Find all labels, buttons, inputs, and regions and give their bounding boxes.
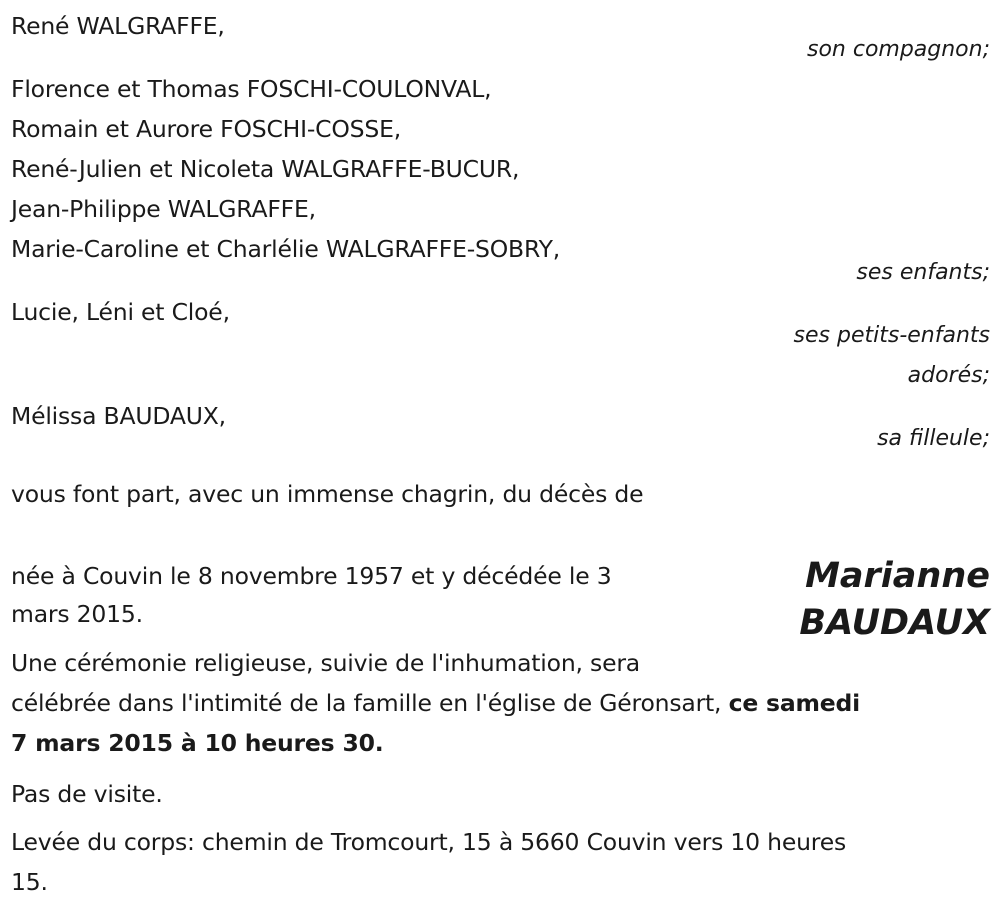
deceased-first-name: Marianne	[805, 556, 990, 596]
deceased-last-name: BAUDAUX	[799, 603, 990, 643]
grandchildren-role-cont: adorés;	[907, 363, 990, 388]
child-line: René-Julien et Nicoleta WALGRAFFE-BUCUR,	[11, 155, 520, 183]
child-line: Jean-Philippe WALGRAFFE,	[11, 195, 316, 223]
companion-role: son compagnon;	[806, 37, 990, 62]
announcement: vous font part, avec un immense chagrin, du décès de	[11, 480, 644, 508]
goddaughter-name: Mélissa BAUDAUX,	[11, 402, 226, 430]
companion-name: René WALGRAFFE,	[11, 12, 225, 40]
visit-note: Pas de visite.	[11, 780, 163, 808]
child-line: Romain et Aurore FOSCHI-COSSE,	[11, 115, 402, 143]
ceremony-day: ce samedi	[728, 689, 860, 717]
levee-line-cont: 15.	[11, 868, 48, 896]
children-role: ses enfants;	[856, 260, 990, 285]
ceremony-place: célébrée dans l'intimité de la famille en l'église de Géronsart,	[11, 689, 729, 717]
birth-line: née à Couvin le 8 novembre 1957 et y décédée le 3	[11, 562, 612, 590]
birth-line-cont: mars 2015.	[11, 600, 143, 628]
child-line: Marie-Caroline et Charlélie WALGRAFFE-SOBRY,	[11, 235, 561, 263]
ceremony-line-2	[11, 683, 860, 723]
child-line: Florence et Thomas FOSCHI-COULONVAL,	[11, 75, 492, 103]
grandchildren-role: ses petits-enfants	[793, 323, 990, 348]
ceremony-datetime: 7 mars 2015 à 10 heures 30.	[11, 729, 384, 757]
goddaughter-role: sa filleule;	[877, 426, 990, 451]
levee-line: Levée du corps: chemin de Tromcourt, 15 à 5660 Couvin vers 10 heures	[11, 828, 847, 856]
ceremony-line: Une cérémonie religieuse, suivie de l'inhumation, sera	[11, 649, 641, 677]
grandchildren-names: Lucie, Léni et Cloé,	[11, 298, 230, 326]
